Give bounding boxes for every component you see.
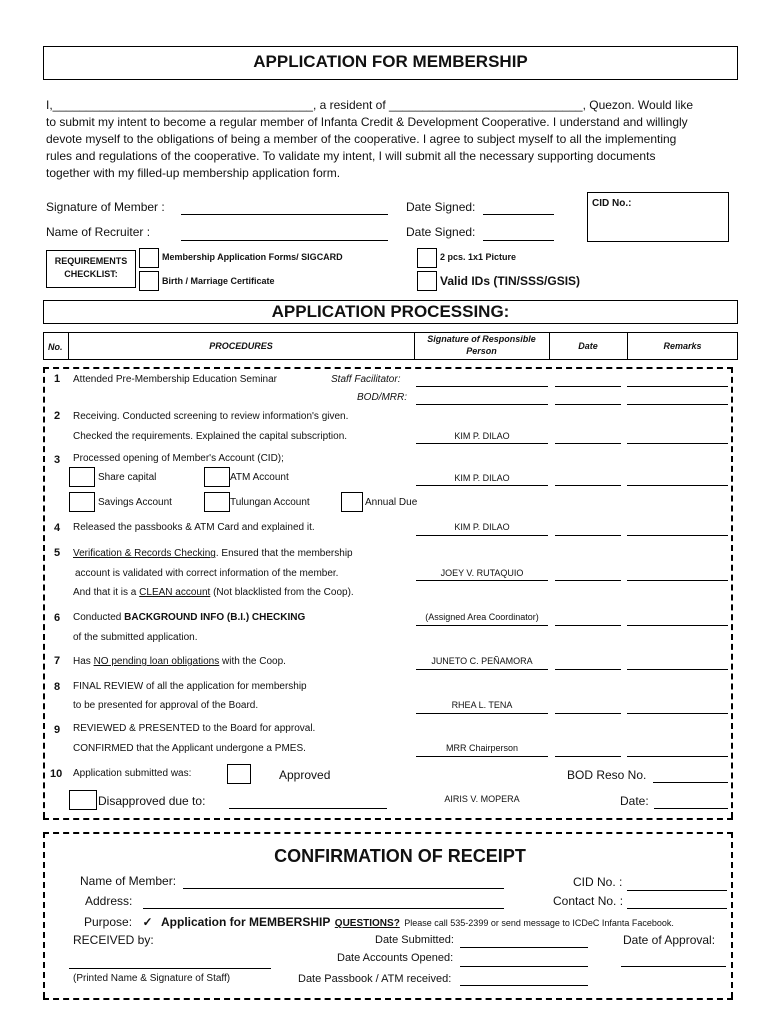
step5-underlined: Verification & Records Checking (73, 548, 216, 559)
step8-date[interactable] (555, 713, 621, 714)
form-title: APPLICATION FOR MEMBERSHIP (253, 52, 528, 71)
intro-line-1 (46, 98, 693, 112)
req-item-picture: 2 pcs. 1x1 Picture (440, 252, 517, 262)
step1-staff-signature[interactable] (416, 386, 548, 387)
step4-signature[interactable] (416, 535, 548, 536)
receipt-date-accounts: Date Accounts Opened: (337, 952, 454, 964)
checkbox-membership-forms[interactable] (139, 248, 159, 268)
step2-line2: Checked the requirements. Explained the capital subscription. (73, 431, 348, 442)
recruiter-field[interactable] (181, 240, 388, 241)
intro-suffix: , Quezon. Would like (582, 98, 694, 112)
intro-name-blank[interactable]: _______________________________________ (52, 98, 313, 112)
step2-line1: Receiving. Conducted screening to review information's given. (73, 411, 349, 422)
step1-bod-label: BOD/MRR: (357, 392, 407, 403)
header-date: Date (578, 341, 598, 351)
receipt-questions-note: Please call 535-2399 or send message to ICDeC Infanta Facebook. (404, 918, 674, 928)
step1-staff-label: Staff Facilitator: (331, 374, 401, 385)
step6-line1 (73, 612, 305, 623)
step7-signature[interactable] (416, 669, 548, 670)
requirements-label-line1: REQUIREMENTS (54, 256, 128, 266)
intro-line-3: devote myself to the obligations of being a member of the cooperative. I agree to subject myself to all the implementing (46, 132, 677, 146)
step6-remarks[interactable] (627, 625, 728, 626)
step4-text: Released the passbooks & ATM Card and explained it. (73, 522, 315, 533)
step3-line1: Processed opening of Member's Account (CID); (73, 453, 284, 464)
signature-member-label: Signature of Member : (46, 200, 165, 214)
step5-line2: account is validated with correct information of the member. (75, 568, 339, 579)
receipt-contact-label: Contact No. : (553, 894, 624, 908)
bod-reso-field[interactable] (653, 782, 728, 783)
receipt-questions: QUESTIONS? (334, 918, 400, 929)
checkbox-tulungan-account[interactable] (204, 492, 230, 512)
step4-remarks[interactable] (627, 535, 728, 536)
req-item-birth-certificate: Birth / Marriage Certificate (162, 276, 275, 286)
step8-signature[interactable] (416, 713, 548, 714)
intro-line-5: together with my filled-up membership application form. (46, 166, 341, 180)
date-signed-field-1[interactable] (483, 214, 554, 215)
step10-disapproved: Disapproved due to: (98, 794, 206, 808)
step8-person: RHEA L. TENA (451, 700, 513, 710)
receipt-purpose-text: Application for MEMBERSHIP (161, 915, 331, 929)
disapproved-reason-field[interactable] (229, 808, 387, 809)
step6-pre: Conducted (73, 612, 125, 623)
step5-signature[interactable] (416, 580, 548, 581)
step1-text: Attended Pre-Membership Education Seminar (73, 374, 277, 385)
receipt-address-label: Address: (85, 894, 133, 908)
step7-person: JUNETO C. PEÑAMORA (431, 656, 533, 666)
date-signed-field-2[interactable] (483, 240, 554, 241)
date-signed-label-1: Date Signed: (406, 200, 476, 214)
intro-residence-blank[interactable]: _____________________________ (389, 98, 583, 112)
step8-line1: FINAL REVIEW of all the application for membership (73, 681, 307, 692)
step5-line3-post: (Not blacklisted from the Coop). (210, 587, 354, 598)
step7-date[interactable] (555, 669, 621, 670)
step10-approved: Approved (279, 768, 331, 782)
step7-no: 7 (54, 655, 61, 667)
receipt-address-field[interactable] (143, 908, 504, 909)
step1-bod-remarks[interactable] (627, 404, 728, 405)
step8-remarks[interactable] (627, 713, 728, 714)
checkbox-picture[interactable] (417, 248, 437, 268)
receipt-title: CONFIRMATION OF RECEIPT (274, 846, 526, 866)
receipt-date-approval: Date of Approval: (623, 933, 716, 947)
step8-line2: to be presented for approval of the Board. (73, 700, 259, 711)
checkbox-share-capital[interactable] (69, 467, 95, 487)
header-no: No. (48, 342, 63, 352)
step5-line3-u: CLEAN account (139, 587, 211, 598)
step10-date-field[interactable] (654, 808, 728, 809)
checkbox-disapproved[interactable] (69, 790, 97, 810)
receipt-name-field[interactable] (183, 888, 504, 889)
step2-remarks[interactable] (627, 443, 728, 444)
step1-no: 1 (54, 373, 61, 385)
step10-text: Application submitted was: (73, 768, 192, 779)
signature-member-field[interactable] (181, 214, 388, 215)
receipt-printed-name: (Printed Name & Signature of Staff) (73, 973, 231, 984)
step6-line2: of the submitted application. (73, 632, 198, 643)
intro-line-2: to submit my intent to become a regular member of Infanta Credit & Development Cooperative. I understand and willingly (46, 115, 688, 129)
step5-no: 5 (54, 547, 61, 559)
step9-remarks[interactable] (627, 756, 728, 757)
req-item-valid-ids: Valid IDs (TIN/SSS/GSIS) (440, 274, 581, 288)
step2-no: 2 (54, 410, 61, 422)
header-procedures: PROCEDURES (209, 341, 273, 351)
step3-date[interactable] (555, 485, 621, 486)
step9-date[interactable] (555, 756, 621, 757)
req-item-membership-forms: Membership Application Forms/ SIGCARD (162, 252, 343, 262)
date-signed-label-2: Date Signed: (406, 225, 476, 239)
recruiter-label: Name of Recruiter : (46, 225, 151, 239)
checkbox-savings-account[interactable] (69, 492, 95, 512)
step10-date-label: Date: (620, 794, 649, 808)
step6-no: 6 (54, 612, 61, 624)
step4-date[interactable] (555, 535, 621, 536)
checkbox-annual-due[interactable] (341, 492, 363, 512)
step6-person: (Assigned Area Coordinator) (425, 612, 539, 622)
step6-bold: BACKGROUND INFO (B.I.) CHECKING (124, 612, 306, 623)
staff-signature-field[interactable] (69, 968, 271, 969)
date-passbook-field[interactable] (460, 985, 588, 986)
step10-person: AIRIS V. MOPERA (444, 794, 520, 804)
receipt-purpose-row (84, 913, 674, 931)
step7-pre: Has (73, 656, 94, 667)
step3-annual: Annual Due (365, 497, 418, 508)
checkbox-birth-certificate[interactable] (139, 271, 159, 291)
date-approval-field[interactable] (621, 966, 726, 967)
step7-u: NO pending loan obligations (93, 656, 220, 667)
step1-staff-date[interactable] (555, 386, 621, 387)
processing-title: APPLICATION PROCESSING: (271, 302, 510, 321)
step3-atm: ATM Account (230, 472, 289, 483)
receipt-purpose-label: Purpose: (84, 915, 133, 929)
intro-line-4: rules and regulations of the cooperative. To validate my intent, I will submit all the necessary supporting documents (46, 149, 656, 163)
receipt-received-label: RECEIVED by: (73, 933, 154, 947)
step4-person: KIM P. DILAO (454, 522, 510, 532)
step5-line1 (73, 548, 353, 559)
checkbox-valid-ids[interactable] (417, 271, 437, 291)
requirements-label-line2: CHECKLIST: (64, 269, 118, 279)
receipt-name-label: Name of Member: (80, 874, 177, 888)
date-accounts-field[interactable] (460, 966, 588, 967)
step9-signature[interactable] (416, 756, 548, 757)
step5-line3 (73, 587, 354, 598)
step7-remarks[interactable] (627, 669, 728, 670)
step3-savings: Savings Account (98, 497, 172, 508)
step10-bod-reso: BOD Reso No. (567, 768, 647, 782)
step2-date[interactable] (555, 443, 621, 444)
step6-date[interactable] (555, 625, 621, 626)
step5-date[interactable] (555, 580, 621, 581)
step2-signature[interactable] (416, 443, 548, 444)
step3-share: Share capital (98, 472, 157, 483)
step5-line1-rest: . Ensured that the membership (215, 548, 353, 559)
step9-no: 9 (54, 724, 61, 736)
receipt-date-passbook: Date Passbook / ATM received: (298, 973, 452, 985)
step1-bod-signature[interactable] (416, 404, 548, 405)
receipt-contact-field[interactable] (627, 908, 727, 909)
step3-person: KIM P. DILAO (454, 473, 510, 483)
receipt-cid-label: CID No. : (573, 875, 623, 889)
step8-no: 8 (54, 681, 61, 693)
step3-remarks[interactable] (627, 485, 728, 486)
checkbox-atm-account[interactable] (204, 467, 230, 487)
receipt-cid-field[interactable] (627, 890, 727, 891)
header-signature-line2: Person (466, 346, 497, 356)
checkbox-approved[interactable] (227, 764, 251, 784)
receipt-date-submitted: Date Submitted: (375, 934, 454, 946)
intro-prefix: I, (46, 98, 53, 112)
header-remarks: Remarks (663, 341, 702, 351)
step7-post: with the Coop. (219, 656, 286, 667)
step9-person: MRR Chairperson (445, 743, 519, 753)
step2-person: KIM P. DILAO (454, 431, 510, 441)
step5-line3-pre: And that it is a (73, 587, 140, 598)
step3-tulungan: Tulungan Account (230, 497, 310, 508)
step5-person: JOEY V. RUTAQUIO (440, 568, 524, 578)
step3-signature[interactable] (416, 485, 548, 486)
step9-line1: REVIEWED & PRESENTED to the Board for approval. (73, 723, 316, 734)
step9-line2: CONFIRMED that the Applicant undergone a PMES. (73, 743, 306, 754)
date-submitted-field[interactable] (460, 947, 588, 948)
step10-no: 10 (50, 768, 63, 780)
step6-signature[interactable] (416, 625, 548, 626)
step1-staff-remarks[interactable] (627, 386, 728, 387)
step3-no: 3 (54, 454, 61, 466)
step1-bod-date[interactable] (555, 404, 621, 405)
check-icon: ✓ (142, 915, 153, 929)
step7-text (73, 656, 286, 667)
header-signature-line1: Signature of Responsible (427, 334, 536, 344)
step4-no: 4 (54, 522, 61, 534)
intro-mid: , a resident of (312, 98, 386, 112)
cid-label: CID No.: (592, 198, 632, 209)
step5-remarks[interactable] (627, 580, 728, 581)
